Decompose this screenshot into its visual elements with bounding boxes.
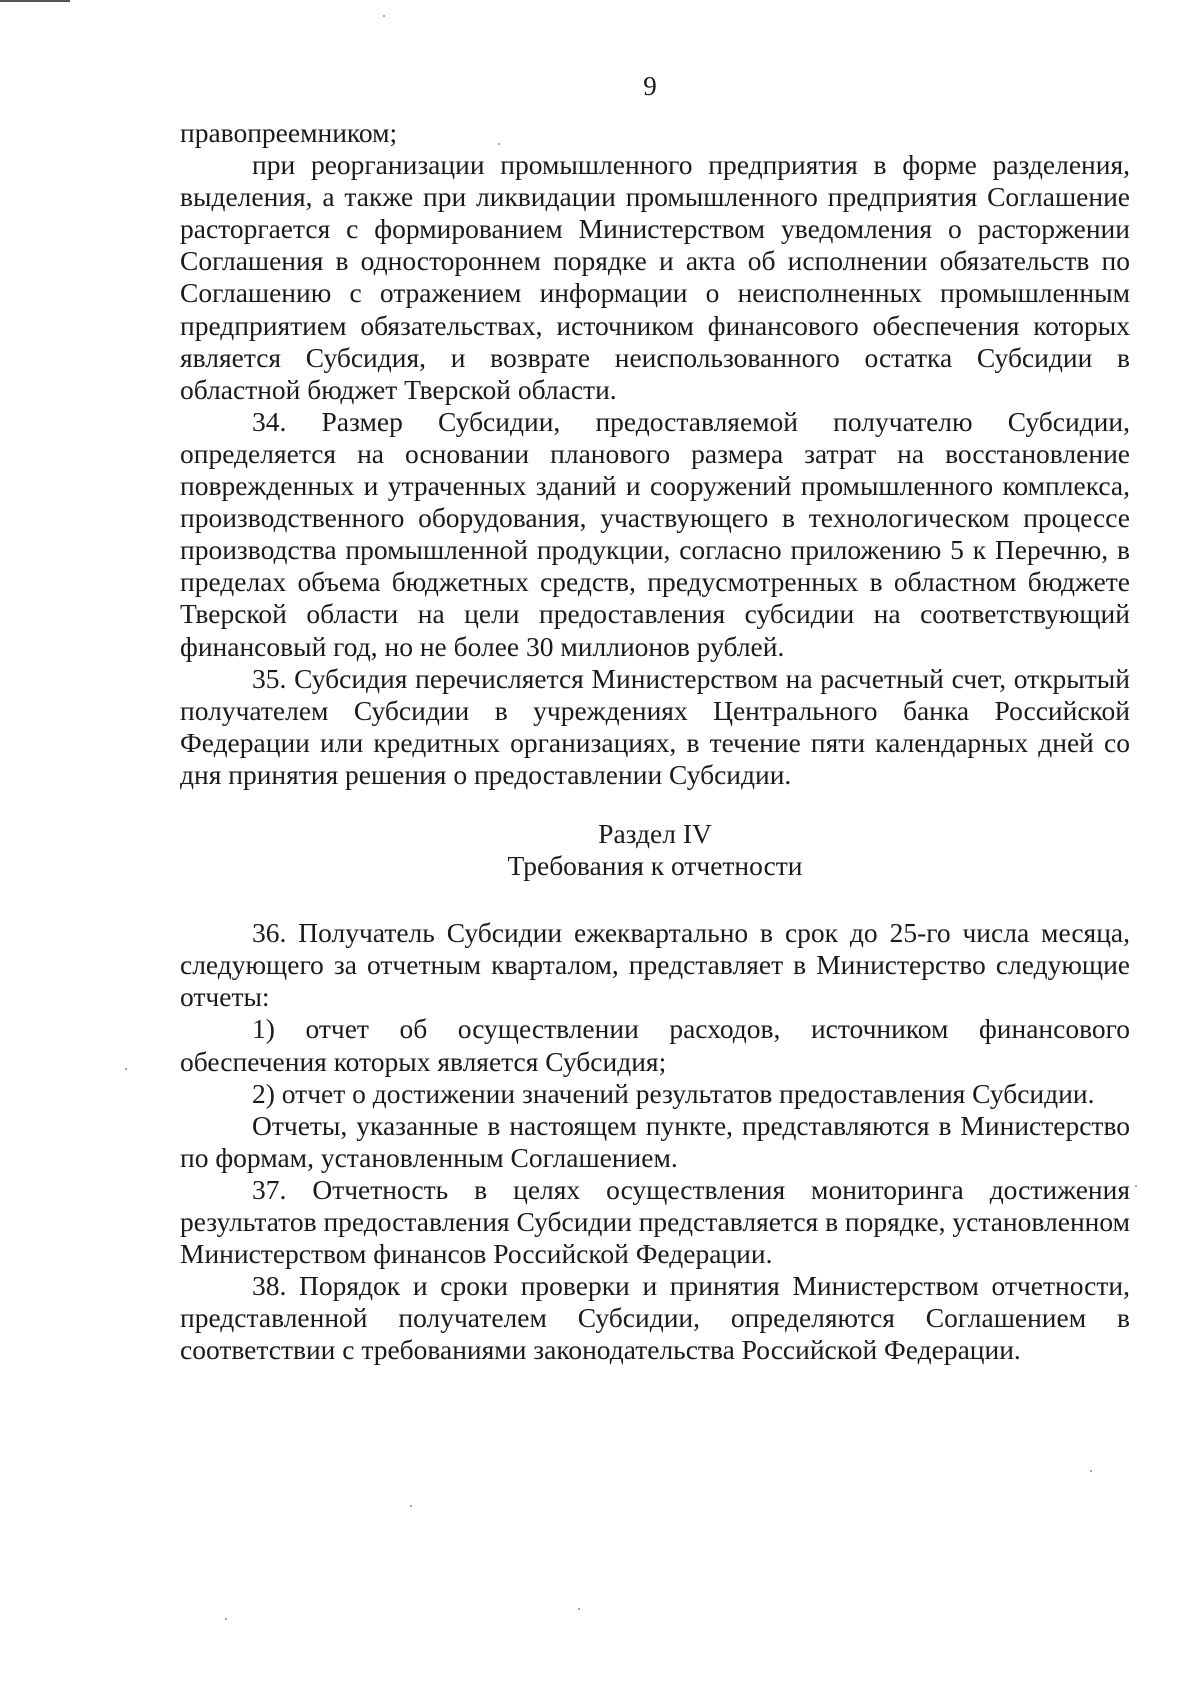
paragraph-reorganization: при реорганизации промышленного предприятия в форме разделения, выделения, а также при ликвидации промышленного предприятия Соглашение расторгается с формированием Министерством уведомления о расторжении Соглашения в одностороннем порядке и акта об исполнении обязательств по Соглашению с отражением информации о неисполненных промышленным предприятием обязательствах, источником финансового обеспечения которых является Субсидия, и возврате неиспользованного остатка Субсидии в областной бюджет Тверской области. — [180, 149, 1130, 405]
paragraph-37: 37. Отчетность в целях осуществления мониторинга достижения результатов предоставления Субсидии представляется в порядке, установленном Министерством финансов Российской Федерации. — [180, 1173, 1131, 1270]
scan-corner-mark — [0, 0, 70, 2]
list-item-1: 1) отчет об осуществлении расходов, источником финансового обеспечения которых является Субсидия; — [180, 1013, 1130, 1077]
scan-speck — [410, 1505, 412, 1507]
paragraph-36: 36. Получатель Субсидии ежеквартально в срок до 25-го числа месяца, следующего за отчетным кварталом, представляет в Министерство следующие отчеты: — [180, 917, 1130, 1013]
scan-speck — [1090, 1470, 1092, 1472]
scan-speck — [383, 15, 385, 17]
page-number: 9 — [643, 71, 657, 101]
paragraph-continuation: правопреемником; — [180, 117, 398, 148]
list-item-2: 2) отчет о достижении значений результатов предоставления Субсидии. — [252, 1077, 1095, 1109]
scan-speck — [125, 1068, 127, 1070]
scan-speck — [225, 1618, 227, 1620]
document-body — [180, 117, 1130, 1366]
paragraph-38: 38. Порядок и сроки проверки и принятия Министерством отчетности, представленной получателем Субсидии, определяются Соглашением в соответствии с требованиями законодательства Российской Федерации. — [180, 1270, 1130, 1366]
scan-speck — [498, 143, 500, 145]
section-heading — [180, 818, 1130, 882]
paragraph-35: 35. Субсидия перечисляется Министерством на расчетный счет, открытый получателем Субсидии в учреждениях Центрального банка Российской Федерации или кредитных организациях, в течение пяти календарных дней со дня принятия решения о предоставлении Субсидии. — [180, 662, 1130, 790]
scan-speck — [1135, 1185, 1137, 1187]
section-number: Раздел IV — [598, 817, 712, 849]
section-title: Требования к отчетности — [507, 850, 803, 882]
paragraph-34: 34. Размер Субсидии, предоставляемой получателю Субсидии, определяется на основании планового размера затрат на восстановление поврежденных и утраченных зданий и сооружений промышленного комплекса, производственного оборудования, участвующего в технологическом процессе производства промышленной продукции, согласно приложению 5 к Перечню, в пределах объема бюджетных средств, предусмотренных в областном бюджете Тверской области на цели предоставления субсидии на соответствующий финансовый год, но не более 30 миллионов рублей. — [180, 405, 1130, 662]
paragraph-reports-forms: Отчеты, указанные в настоящем пункте, представляются в Министерство по формам, установленным Соглашением. — [180, 1109, 1130, 1173]
scan-speck — [578, 1608, 580, 1610]
